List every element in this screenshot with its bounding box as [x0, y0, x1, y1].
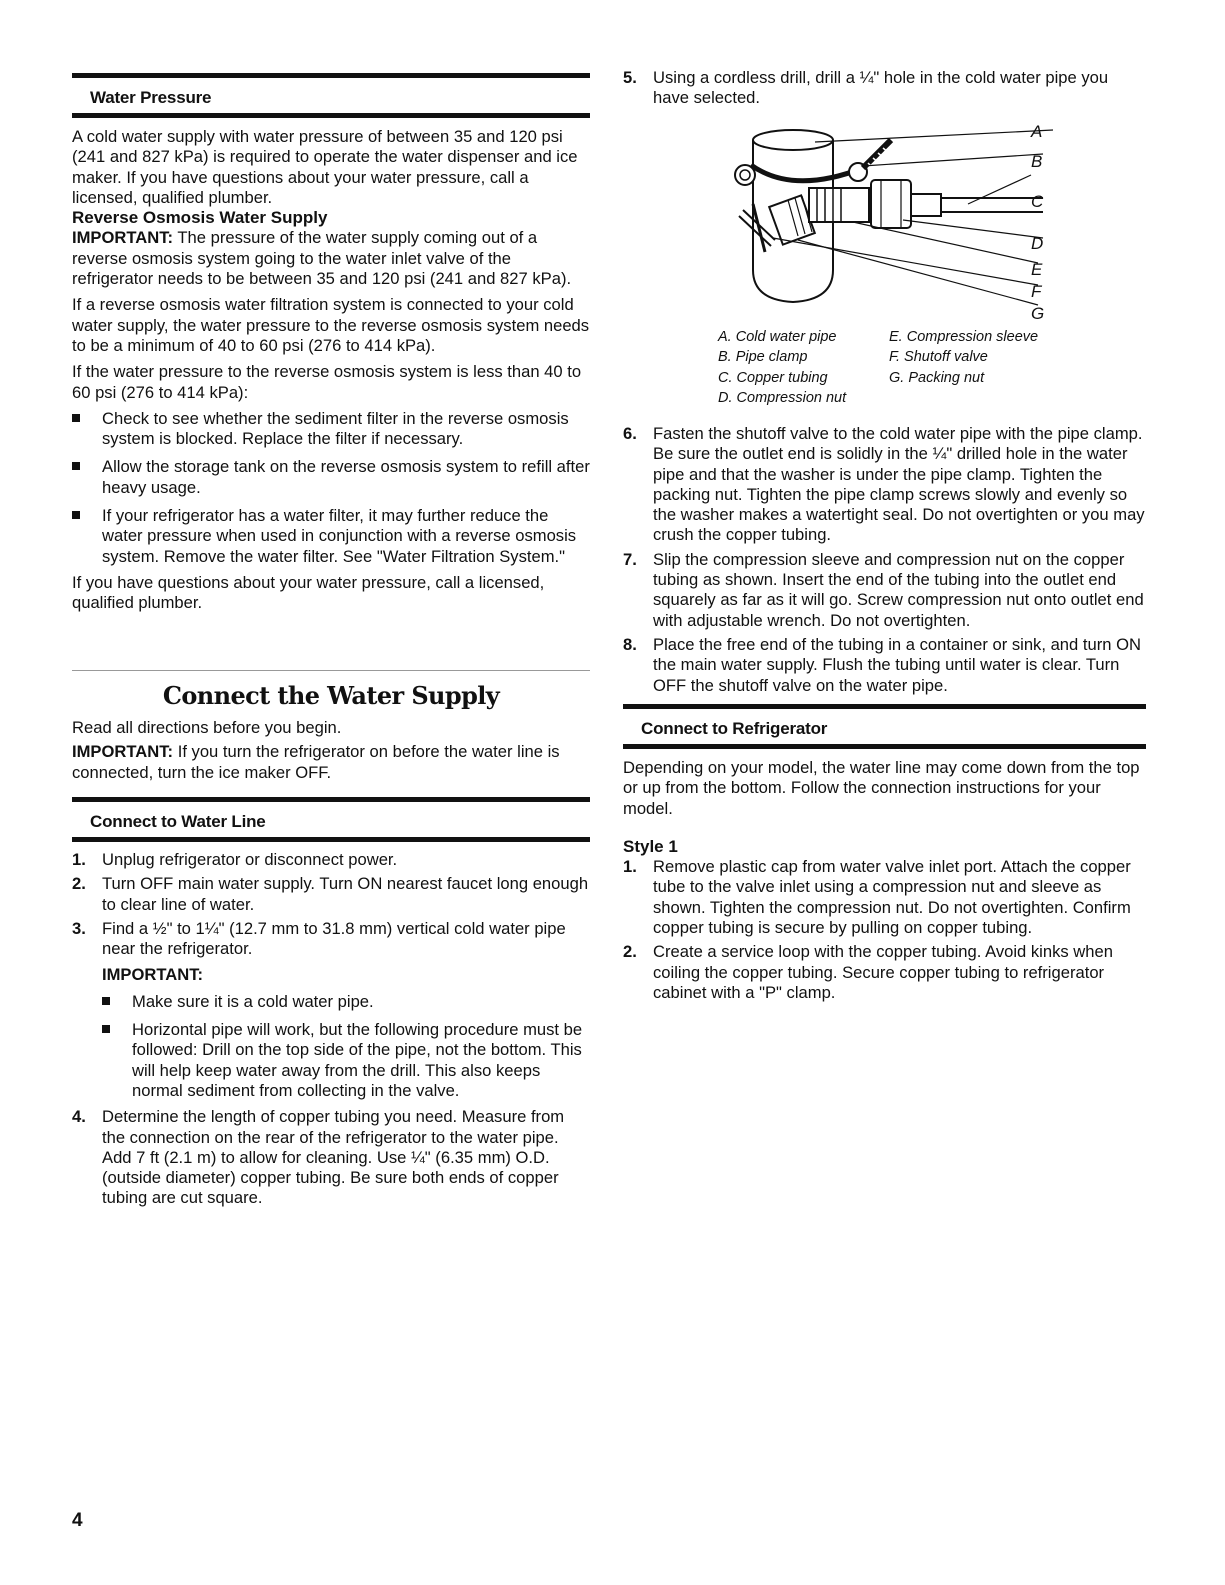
- page-number: 4: [72, 1510, 83, 1531]
- diagram-label-b: B: [1031, 152, 1043, 171]
- diagram-label-a: A: [1031, 122, 1043, 141]
- diagram-label-e: E: [1031, 260, 1043, 279]
- ro-important-note: IMPORTANT: The pressure of the water supply coming out of a reverse osmosis system going to the water inlet valve of the refrigerator needs to be between 35 and 120 psi (241 and 827 kPa).: [72, 228, 572, 289]
- caption-item: E. Compression sleeve: [889, 329, 1039, 345]
- water-pressure-header: [72, 73, 590, 118]
- list-item: 4. Determine the length of copper tubing you need. Measure from the connection on the rear of the refrigerator to the water pipe. Add 7 ft (2.1 m) to allow for cleaning. Use ¼" (6.35 mm) O.D. (outside diameter) copper tubing. Be sure both ends of copper tubing are cut square.: [72, 1107, 565, 1208]
- valve-illustration: [713, 120, 1053, 320]
- step3-sub-bullets: [102, 992, 590, 1101]
- list-item: 2. Turn OFF main water supply. Turn ON nearest faucet long enough to clear line of water.: [72, 874, 589, 914]
- list-item: Horizontal pipe will work, but the following procedure must be followed: Drill on the top side of the pipe, not the bottom. This will help keep water away from the drill. This also keeps normal sediment from collecting in the valve.: [102, 1020, 590, 1101]
- list-item: 8. Place the free end of the tubing in a container or sink, and turn ON the main water supply. Flush the tubing until water is clear. Turn OFF the shutoff valve on the water pipe.: [623, 634, 1141, 695]
- steps-6-to-8: [623, 424, 1146, 696]
- water-line-steps: [72, 850, 590, 1209]
- list-item: 1. Remove plastic cap from water valve inlet port. Attach the copper tube to the valve inlet using a compression nut and sleeve as shown. Tighten the compression nut. Do not overtighten. Confirm copper tubing is secure by pulling on copper tubing.: [623, 857, 1131, 938]
- diagram-caption-left: [718, 327, 846, 408]
- water-pressure-closing: If you have questions about your water pressure, call a licensed, qualified plumber.: [72, 572, 545, 613]
- caption-item: B. Pipe clamp: [718, 349, 808, 366]
- refrigerator-body: [623, 758, 1146, 1003]
- caption-item: D. Compression nut: [718, 389, 847, 406]
- diagram-label-f: F: [1031, 282, 1042, 301]
- diagram-label-d: D: [1031, 234, 1044, 253]
- style-1-steps: [623, 857, 1146, 1003]
- connect-supply-body: [72, 718, 590, 783]
- list-item: 1. Unplug refrigerator or disconnect power.: [72, 850, 398, 869]
- list-item: 3. Find a ½" to 1¼" (12.7 mm to 31.8 mm) vertical cold water pipe near the refrigerator. IMPORTANT: Make sure it is a cold water pipe. Horizontal pipe will work, but the following procedure must be followed: Drill on the top side of the pipe, not the bottom. This will help keep water away from the drill. This also keeps normal sediment from collecting in the valve.: [72, 919, 590, 1101]
- diagram-label-g: G: [1031, 304, 1045, 323]
- water-pressure-heading: Water Pressure: [90, 88, 212, 107]
- divider: [72, 670, 590, 671]
- caption-item: G. Packing nut: [889, 369, 985, 386]
- water-pressure-body: [72, 127, 590, 614]
- supply-important-note: IMPORTANT: If you turn the refrigerator on before the water line is connected, turn the ice maker OFF.: [72, 742, 560, 782]
- water-line-list: [72, 850, 590, 1209]
- refrigerator-header: [623, 704, 1146, 749]
- step-5: [623, 68, 1146, 109]
- valve-steps-list: [623, 424, 1146, 696]
- ro-para-2: If a reverse osmosis water filtration system is connected to your cold water supply, the water pressure to the reverse osmosis system needs to be a minimum of 40 to 60 psi (276 to 414 kPa).: [72, 295, 590, 355]
- list-item: 6. Fasten the shutoff valve to the cold water pipe with the pipe clamp. Be sure the outlet end is solidly in the ¼" drilled hole in the water pipe and that the washer is under the pipe clamp. Tighten the packing nut. Tighten the pipe clamp screws slowly and evenly so the washer makes a watertight seal. Do not overtighten or you may crush the copper tubing.: [623, 424, 1145, 545]
- list-item: If your refrigerator has a water filter, it may further reduce the water pressure when used in conjunction with a reverse osmosis system. Remove the water filter. See "Water Filtration System.": [72, 506, 590, 567]
- step3-important-label: IMPORTANT:: [102, 965, 204, 985]
- refrigerator-intro: Depending on your model, the water line may come down from the top or up from the bottom. Follow the connection instructions for your model.: [623, 758, 1140, 818]
- caption-item: C. Copper tubing: [718, 369, 828, 386]
- caption-item: A. Cold water pipe: [718, 329, 837, 345]
- list-item: 7. Slip the compression sleeve and compression nut on the copper tubing as shown. Insert the end of the tubing into the outlet end squarely as far as it will go. Screw compression nut onto outlet end with adjustable wrench. Do not overtighten.: [623, 549, 1144, 630]
- shutoff-valve-diagram: [713, 120, 1053, 323]
- list-item: 2. Create a service loop with the copper tubing. Avoid kinks when coiling the copper tubing. Secure copper tubing to refrigerator cabinet with a "P" clamp.: [623, 942, 1113, 1002]
- diagram-caption-right: [889, 327, 1038, 388]
- ro-para-3: If the water pressure to the reverse osmosis system is less than 40 to 60 psi (276 to 414 kPa):: [72, 362, 582, 402]
- refrigerator-heading: Connect to Refrigerator: [641, 719, 828, 738]
- connect-water-supply-title: Connect the Water Supply: [162, 681, 500, 710]
- ro-bullet-list: [72, 409, 590, 567]
- list-item: 5. Using a cordless drill, drill a ¼" hole in the cold water pipe you have selected.: [623, 68, 1109, 108]
- read-directions: Read all directions before you begin.: [72, 718, 342, 737]
- water-line-heading: Connect to Water Line: [90, 812, 266, 831]
- style-1-heading: Style 1: [623, 836, 678, 856]
- caption-item: F. Shutoff valve: [889, 349, 988, 366]
- list-item: Make sure it is a cold water pipe.: [102, 992, 590, 1012]
- water-pressure-intro: A cold water supply with water pressure of between 35 and 120 psi (241 and 827 kPa) is required to operate the water dispenser and ice maker. If you have questions about your water pressure, call a licensed, qualified plumber.: [72, 127, 578, 207]
- water-line-header: [72, 797, 590, 842]
- list-item: Allow the storage tank on the reverse osmosis system to refill after heavy usage.: [72, 457, 590, 498]
- list-item: Check to see whether the sediment filter in the reverse osmosis system is blocked. Replace the filter if necessary.: [72, 409, 590, 450]
- diagram-label-c: C: [1031, 192, 1044, 211]
- reverse-osmosis-heading: Reverse Osmosis Water Supply: [72, 208, 328, 228]
